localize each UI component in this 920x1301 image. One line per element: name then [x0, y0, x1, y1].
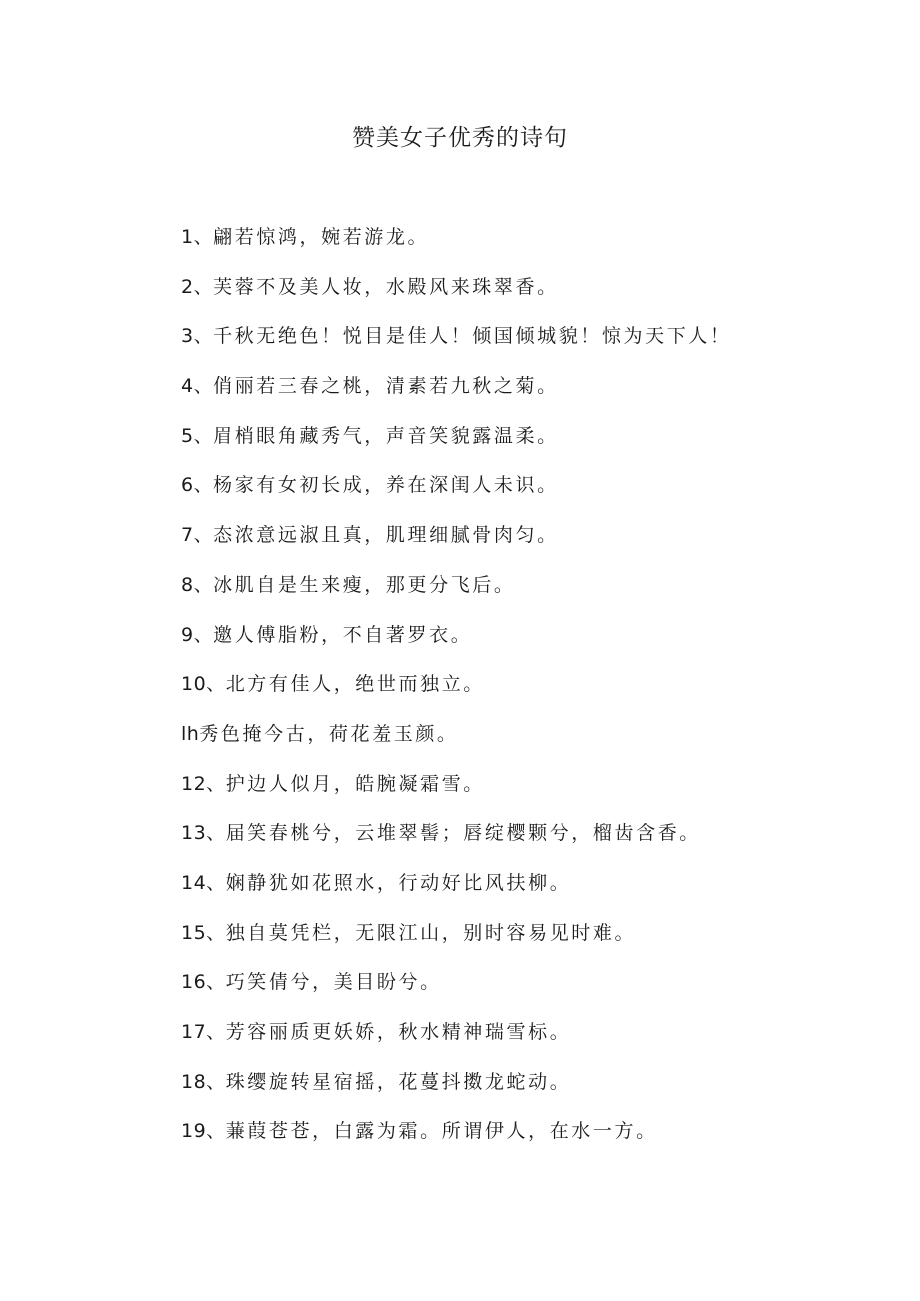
line-text: 芙蓉不及美人妆，水殿风来珠翠香。 [213, 275, 559, 298]
list-item [181, 1116, 881, 1166]
list-item [181, 520, 881, 570]
line-text: 翩若惊鸿，婉若游龙。 [213, 226, 430, 248]
list-item [181, 272, 881, 322]
line-text: 蒹葭苍苍，白露为霜。所谓伊人，在水一方。 [225, 1120, 658, 1143]
line-number: 10、 [181, 673, 226, 696]
list-item [181, 818, 881, 868]
list-item [181, 470, 881, 520]
line-number: 12、 [181, 772, 226, 795]
line-text: 俏丽若三春之桃，清素若九秋之菊。 [213, 375, 559, 398]
line-text: 北方有佳人，绝世而独立。 [225, 673, 485, 696]
list-item [181, 967, 881, 1017]
poem-list [181, 222, 881, 1166]
line-text: 珠缨旋转星宿摇，花蔓抖擞龙蛇动。 [225, 1070, 572, 1093]
line-number: 5、 [181, 424, 214, 447]
line-text: 芳容丽质更妖娇，秋水精神瑞雪标。 [225, 1021, 572, 1043]
list-item [181, 669, 881, 719]
list-item [181, 1017, 881, 1067]
line-number: 4、 [181, 375, 214, 398]
list-item [181, 620, 881, 670]
list-item [181, 570, 881, 620]
line-number: 9、 [181, 623, 214, 646]
line-number: 7、 [181, 524, 214, 547]
line-text: 邀人傅脂粉，不自著罗衣。 [213, 623, 473, 646]
line-text: 娴静犹如花照水，行动好比风扶柳。 [225, 871, 572, 894]
line-number: 1、 [181, 226, 214, 248]
list-item [181, 1067, 881, 1117]
page-title: 赞美女子优秀的诗句 [352, 125, 568, 151]
line-text: 巧笑倩兮，美目盼兮。 [225, 971, 442, 994]
list-item [181, 371, 881, 421]
line-number: 13、 [181, 822, 226, 845]
list-item [181, 719, 881, 769]
line-number: 14、 [181, 871, 226, 894]
line-number: 8、 [181, 573, 214, 596]
line-number: 16、 [181, 971, 226, 994]
line-number: 15、 [181, 921, 226, 944]
line-number: 17、 [181, 1021, 226, 1043]
line-text: 杨家有女初长成，养在深闺人未识。 [213, 474, 559, 497]
line-number: 6、 [181, 474, 214, 497]
line-number: 2、 [181, 275, 214, 298]
list-item [181, 868, 881, 918]
line-text: 冰肌自是生来瘦，那更分飞后。 [213, 573, 516, 596]
line-text: 护边人似月，皓腕凝霜雪。 [225, 772, 485, 795]
line-text: 千秋无绝色！悦目是佳人！倾国倾城貌！惊为天下人！ [213, 325, 732, 348]
line-number: 18、 [181, 1070, 226, 1093]
line-text: 态浓意远淑且真，肌理细腻骨肉匀。 [213, 524, 559, 547]
line-number: lh [181, 722, 200, 745]
line-text: 届笑春桃兮，云堆翠髻；唇绽樱颗兮，榴齿含香。 [225, 822, 701, 845]
list-item [181, 321, 881, 371]
line-text: 独自莫凭栏，无限江山，别时容易见时难。 [225, 921, 637, 944]
line-number: 19、 [181, 1120, 226, 1143]
line-text: 秀色掩今古，荷花羞玉颜。 [199, 722, 459, 745]
line-number: 3、 [181, 325, 214, 348]
list-item [181, 769, 881, 819]
list-item [181, 421, 881, 471]
line-text: 眉梢眼角藏秀气，声音笑貌露温柔。 [213, 424, 559, 447]
list-item [181, 918, 881, 968]
list-item [181, 222, 881, 272]
